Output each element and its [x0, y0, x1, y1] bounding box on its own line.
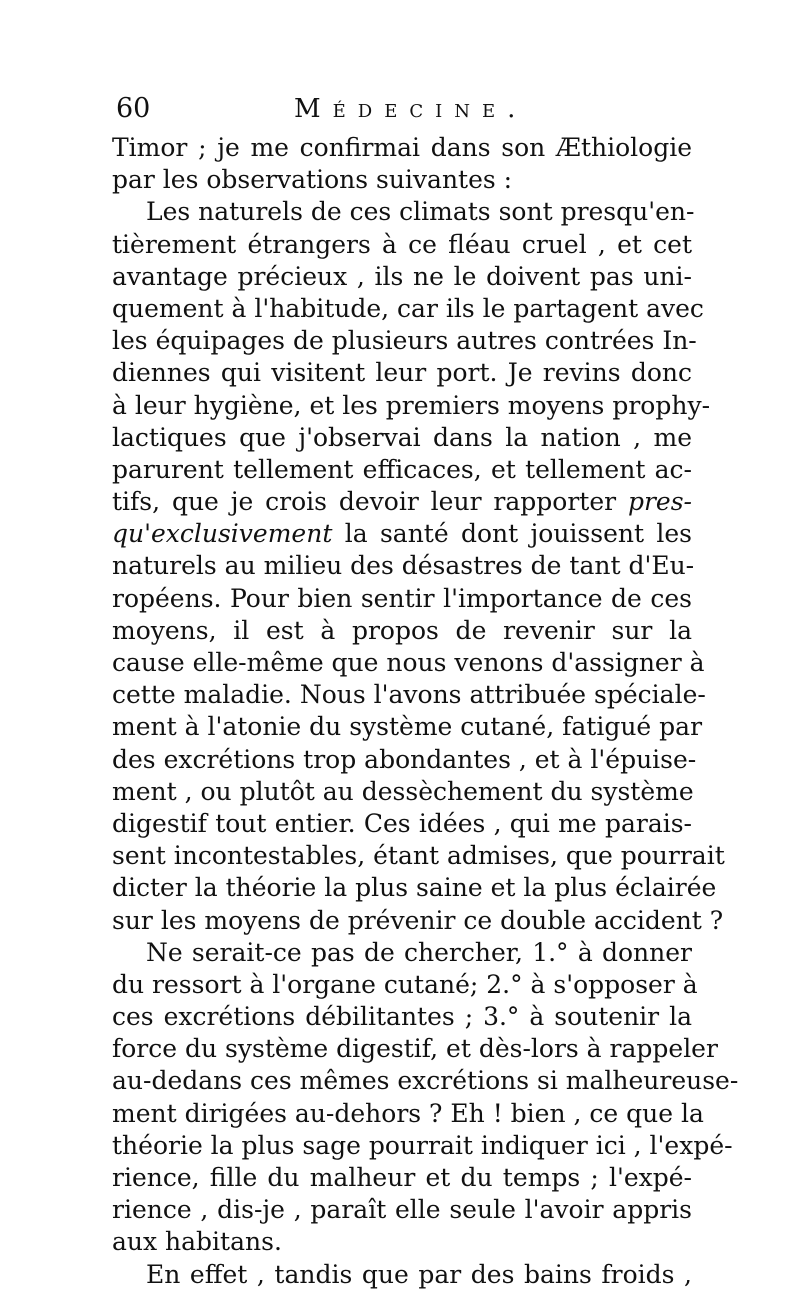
- text-line: ment à l'atonie du système cutané, fatigué par: [112, 712, 703, 742]
- text-line: Ne serait-ce pas de chercher, 1.° à donner: [146, 937, 692, 967]
- text-line: ment dirigées au-dehors ? Eh ! bien , ce que la: [112, 1098, 704, 1128]
- text-line: En effet , tandis que par des bains froids ,: [146, 1259, 692, 1289]
- text-line: par les observations suivantes :: [112, 165, 513, 195]
- text-line: quement à l'habitude, car ils le partagent avec: [112, 293, 704, 323]
- text-line: aux habitans.: [112, 1227, 282, 1257]
- text-line: cause elle-même que nous venons d'assigner à: [112, 648, 705, 677]
- text-line: des excrétions trop abondantes , et à l'épuise-: [112, 744, 697, 774]
- text-line: Les naturels de ces climats sont presqu'en-: [146, 197, 695, 227]
- text-line: ment , ou plutôt au dessèchement du système: [112, 776, 694, 806]
- text-line: rience , dis-je , paraît elle seule l'avoir appris: [112, 1195, 692, 1225]
- text-line: diennes qui visitent leur port. Je revins donc: [112, 358, 692, 388]
- text-line: force du système digestif, et dès-lors à rappeler: [112, 1034, 718, 1064]
- text-line: à leur hygiène, et les premiers moyens prophy-: [112, 390, 711, 420]
- text-line: digestif tout entier. Ces idées , qui me parais-: [112, 808, 692, 838]
- text-line: sur les moyens de prévenir ce double accident ?: [112, 905, 724, 935]
- running-head: Médecine.: [294, 94, 528, 124]
- body-text: [112, 132, 739, 1291]
- text-line: tièrement étrangers à ce fléau cruel , et cet: [112, 229, 692, 259]
- text-line: rience, fille du malheur et du temps ; l'expé-: [112, 1163, 692, 1192]
- text-line: Timor ; je me confirmai dans son Æthiologie: [112, 133, 692, 162]
- text-line: théorie la plus sage pourrait indiquer ici , l'expé-: [112, 1130, 733, 1160]
- text-line: moyens, il est à propos de revenir sur la: [112, 615, 692, 645]
- text-line: qu'exclusivement la santé dont jouissent les: [112, 519, 692, 549]
- text-line: tifs, que je crois devoir leur rapporter pres-: [112, 487, 692, 517]
- text-line: ropéens. Pour bien sentir l'importance de ces: [112, 583, 692, 613]
- text-line: parurent tellement efficaces, et tellement ac-: [112, 454, 692, 484]
- text-line: cette maladie. Nous l'avons attribuée spéciale-: [112, 680, 706, 710]
- text-line: naturels au milieu des désastres de tant d'Eu-: [112, 551, 695, 581]
- text-line: lactiques que j'observai dans la nation , me: [112, 422, 692, 452]
- text-line: ces excrétions débilitantes ; 3.° à soutenir la: [112, 1002, 692, 1032]
- page-header: [116, 94, 688, 124]
- page-number: 60: [116, 93, 151, 124]
- text-line: sent incontestables, étant admises, que pourrait: [112, 841, 725, 871]
- text-line: au-dedans ces mêmes excrétions si malheureuse-: [112, 1066, 739, 1096]
- text-line: avantage précieux , ils ne le doivent pas uni-: [112, 261, 692, 291]
- text-line: les équipages de plusieurs autres contrées In-: [112, 326, 697, 356]
- text-line: du ressort à l'organe cutané; 2.° à s'opposer à: [112, 969, 698, 999]
- text-line: dicter la théorie la plus saine et la plus éclairée: [112, 873, 717, 903]
